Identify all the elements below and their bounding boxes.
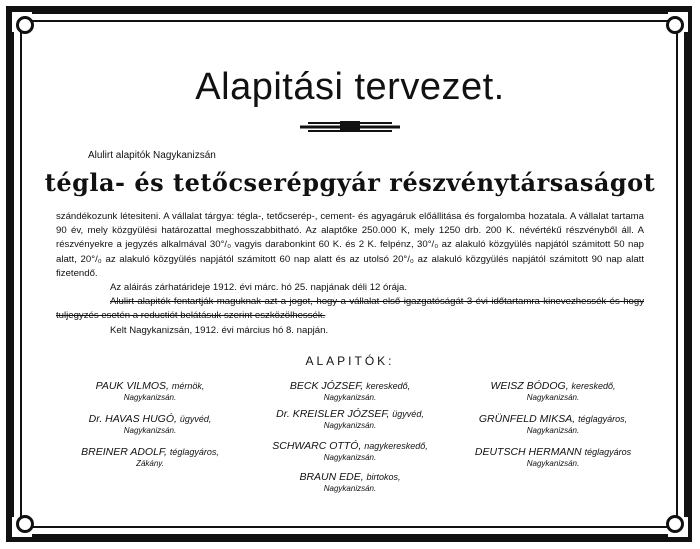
divider-ornament (300, 119, 400, 133)
founder-entry (60, 380, 240, 402)
paragraph: Az aláirás zárhatárideje 1912. évi márc. hó 25. napjának déli 12 órája. (110, 282, 408, 294)
paragraph: Alulirt alapitók fentartják maguknak azt a jogot, hogy a vállalat első igazgatóságát 3 évi időtartamra kinevezhessék és hogy tuljegyzés esetén a reductiót belátásuk szerint eszközölhessék. (56, 296, 644, 322)
founder-name: BREINER ADOLF, (81, 446, 167, 458)
corner-ornament (668, 517, 688, 537)
founder-city: Nagykanizsán. (323, 484, 377, 493)
founder-city: Nagykanizsán. (526, 426, 580, 435)
founder-profession: kereskedő, (366, 381, 411, 391)
founder-city: Nagykanizsán. (323, 393, 377, 402)
corner-ornament (12, 12, 32, 32)
founder-entry (458, 380, 648, 402)
founder-profession: ügyvéd, (179, 414, 212, 424)
founder-profession: téglagyáros (584, 447, 632, 457)
founder-profession: téglagyáros, (169, 447, 219, 457)
founder-name: Dr. KREISLER JÓZSEF, (276, 408, 390, 420)
founder-city: Nagykanizsán. (526, 459, 580, 468)
founder-entry (458, 446, 648, 468)
paragraph: Kelt Nagykanizsán, 1912. évi március hó 8. napján. (110, 324, 329, 336)
founder-city: Nagykanizsán. (123, 426, 177, 435)
founder-profession: mérnök, (171, 381, 205, 391)
founder-entry (250, 471, 450, 493)
founder-city: Nagykanizsán. (123, 393, 177, 402)
founder-name: PAUK VILMOS, (95, 380, 169, 392)
intro-text: Alulirt alapitók Nagykanizsán (88, 150, 216, 161)
founder-entry (250, 440, 450, 462)
founder-profession: nagykereskedő, (364, 441, 428, 451)
corner-ornament (668, 12, 688, 32)
founder-city: Nagykanizsán. (323, 453, 377, 462)
founder-name: BRAUN EDE, (299, 471, 364, 483)
document-title: Alapitási tervezet. (195, 66, 505, 108)
founder-entry (458, 413, 648, 435)
company-heading: tégla- és tetőcserépgyár részvénytársaságot (44, 168, 656, 197)
founder-city: Nagykanizsán. (323, 421, 377, 430)
founders-heading: ALAPITÓK: (305, 354, 395, 368)
founder-name: Dr. HAVAS HUGÓ, (88, 413, 177, 425)
body-text (56, 210, 644, 338)
founder-city: Zákány. (136, 459, 164, 468)
founder-name: DEUTSCH HERMANN (474, 446, 582, 458)
founder-profession: ügyvéd, (392, 409, 424, 419)
founder-city: Nagykanizsán. (526, 393, 580, 402)
founder-entry (60, 446, 240, 468)
founder-profession: birtokos, (366, 472, 401, 482)
founder-entry (250, 380, 450, 402)
founder-entry (250, 408, 450, 430)
founder-name: BECK JÓZSEF, (289, 380, 364, 392)
founder-entry (60, 413, 240, 435)
founder-name: GRÜNFELD MIKSA, (478, 413, 576, 425)
founder-name: SCHWARC OTTÓ, (272, 440, 362, 452)
founder-profession: téglagyáros, (578, 414, 628, 424)
founder-name: WEISZ BÓDOG, (490, 380, 569, 392)
corner-ornament (12, 517, 32, 537)
founder-profession: kereskedő, (571, 381, 616, 391)
paragraph: szándékozunk létesiteni. A vállalat tárgya: tégla-, tetőcserép-, cement- és agyagáruk előállitása és forgalomba hozatala. A vállalat tartama 90 év, mely közgyülési határozattal meghosszabbitható. Az alaptőke 250.000 K, mely 1250 drb. 200 K. névértékű részvényből áll. A részvényekre a jegyzés alkalmával 30°/₀ vagyis darabonkint 60 K. és 2 K. felpénz, 30°/₀ az alakuló közgyülés napjától számitott 50 nap alatt, 20°/₀ az alakuló közgyülés napjától számitott 60 nap alatt és az utolsó 20°/₀ az alakuló közgyülés napjától számitott 90 nap alatt fizetendő. (56, 211, 644, 279)
